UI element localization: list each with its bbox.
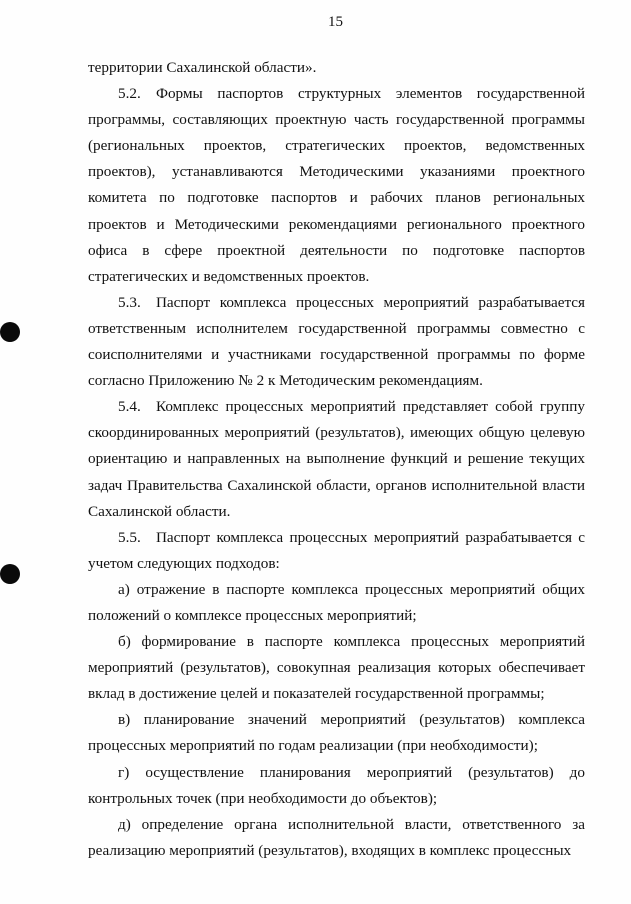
document-body <box>88 55 585 864</box>
paragraph-5-3: 5.3. Паспорт комплекса процессных мероприятий разрабатывается ответственным исполнителем государственной программы совместно с соисполнителями и участниками государственной программы по форме согласно Приложению № 2 к Методическим рекомендациям. <box>88 293 585 390</box>
paragraph-5-2: 5.2. Формы паспортов структурных элементов государственной программы, составляющих проектную часть государственной программы (региональных проектов, стратегических проектов, ведомственных проектов), устанавливаются Методическими указаниями проектного комитета по подготовке паспортов и рабочих планов региональных проектов и Методическими рекомендациями регионального проектного офиса в сфере проектной деятельности по подготовке паспортов стратегических и ведомственных проектов. <box>88 85 585 285</box>
list-item-v: в) планирование значений мероприятий (результатов) комплекса процессных мероприятий по годам реализации (при необходимости); <box>88 711 585 755</box>
paragraph-5-4: 5.4. Комплекс процессных мероприятий представляет собой группу скоординированных мероприятий (результатов), имеющих общую целевую ориентацию и направленных на выполнение функций и решение текущих задач Правительства Сахалинской области, органов исполнительной власти Сахалинской области. <box>88 398 585 520</box>
paragraph-5-5: 5.5. Паспорт комплекса процессных мероприятий разрабатывается с учетом следующих подходов: <box>88 528 585 572</box>
punch-hole-mark <box>0 564 20 584</box>
punch-hole-mark <box>0 322 20 342</box>
list-item-g: г) осуществление планирования мероприятий (результатов) до контрольных точек (при необходимости до объектов); <box>88 763 585 807</box>
page-number: 15 <box>328 14 343 30</box>
paragraph-continuation: территории Сахалинской области». <box>88 59 317 76</box>
list-item-d: д) определение органа исполнительной власти, ответственного за реализацию мероприятий (результатов), входящих в комплекс процессных <box>88 815 585 859</box>
list-item-a: а) отражение в паспорте комплекса процессных мероприятий общих положений о комплексе процессных мероприятий; <box>88 580 585 624</box>
list-item-b: б) формирование в паспорте комплекса процессных мероприятий мероприятий (результатов), совокупная реализация которых обеспечивает вклад в достижение целей и показателей государственной программы; <box>88 633 585 703</box>
